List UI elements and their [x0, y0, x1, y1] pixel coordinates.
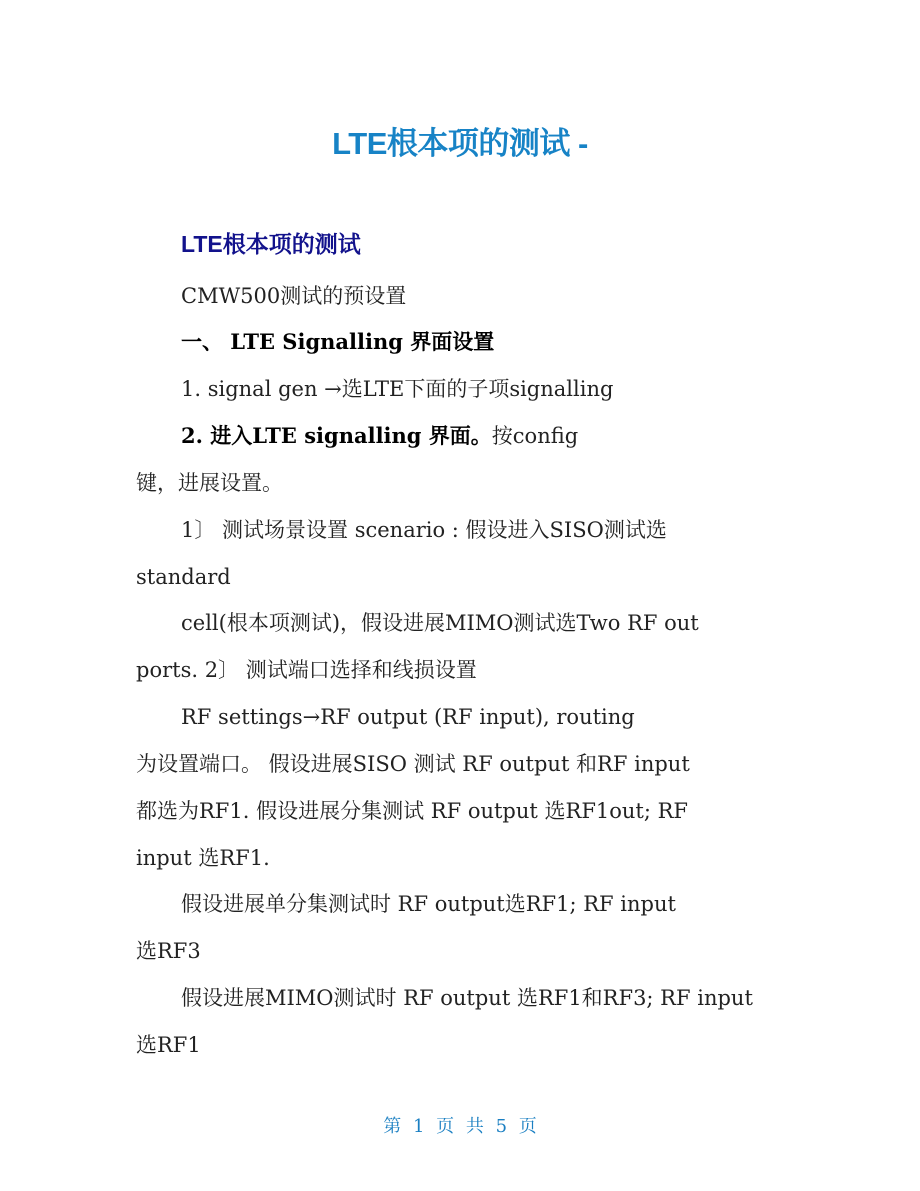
bold-step-text: 2. 进入LTE signalling 界面。 [181, 423, 492, 448]
paragraph-line: ports. 2〕 测试端口选择和线损设置 [136, 658, 477, 682]
paragraph-line: 都选为RF1. 假设进展分集测试 RF output 选RF1out; RF [136, 799, 688, 823]
paragraph-line [181, 422, 578, 450]
paragraph-line: 为设置端口。 假设进展SISO 测试 RF output 和RF input [136, 752, 690, 776]
paragraph-line: input 选RF1. [136, 846, 270, 870]
step-text: 按config [491, 424, 579, 448]
document-title: LTE根本项的测试 - [332, 126, 588, 161]
paragraph-line: 1. signal gen →选LTE下面的子项signalling [181, 377, 614, 401]
paragraph-line: 1〕 测试场景设置 scenario : 假设进入SISO测试选 [181, 518, 667, 542]
paragraph-line: 假设进展MIMO测试时 RF output 选RF1和RF3; RF input [181, 986, 753, 1010]
paragraph-line: cell(根本项测试)，假设进展MIMO测试选Two RF out [181, 611, 699, 635]
paragraph-line: 键，进展设置。 [136, 471, 283, 495]
section-heading: LTE根本项的测试 [181, 231, 361, 257]
paragraph-line: 选RF3 [136, 939, 201, 963]
subheading-line: 一、 LTE Signalling 界面设置 [181, 329, 495, 354]
page-footer: 第 1 页 共 5 页 [383, 1116, 537, 1137]
paragraph-line: standard [136, 565, 231, 589]
paragraph-line: RF settings→RF output (RF input), routing [181, 705, 635, 729]
paragraph-line: 选RF1 [136, 1033, 201, 1057]
paragraph-line: CMW500测试的预设置 [181, 284, 407, 308]
paragraph-line: 假设进展单分集测试时 RF output选RF1; RF input [181, 892, 676, 916]
